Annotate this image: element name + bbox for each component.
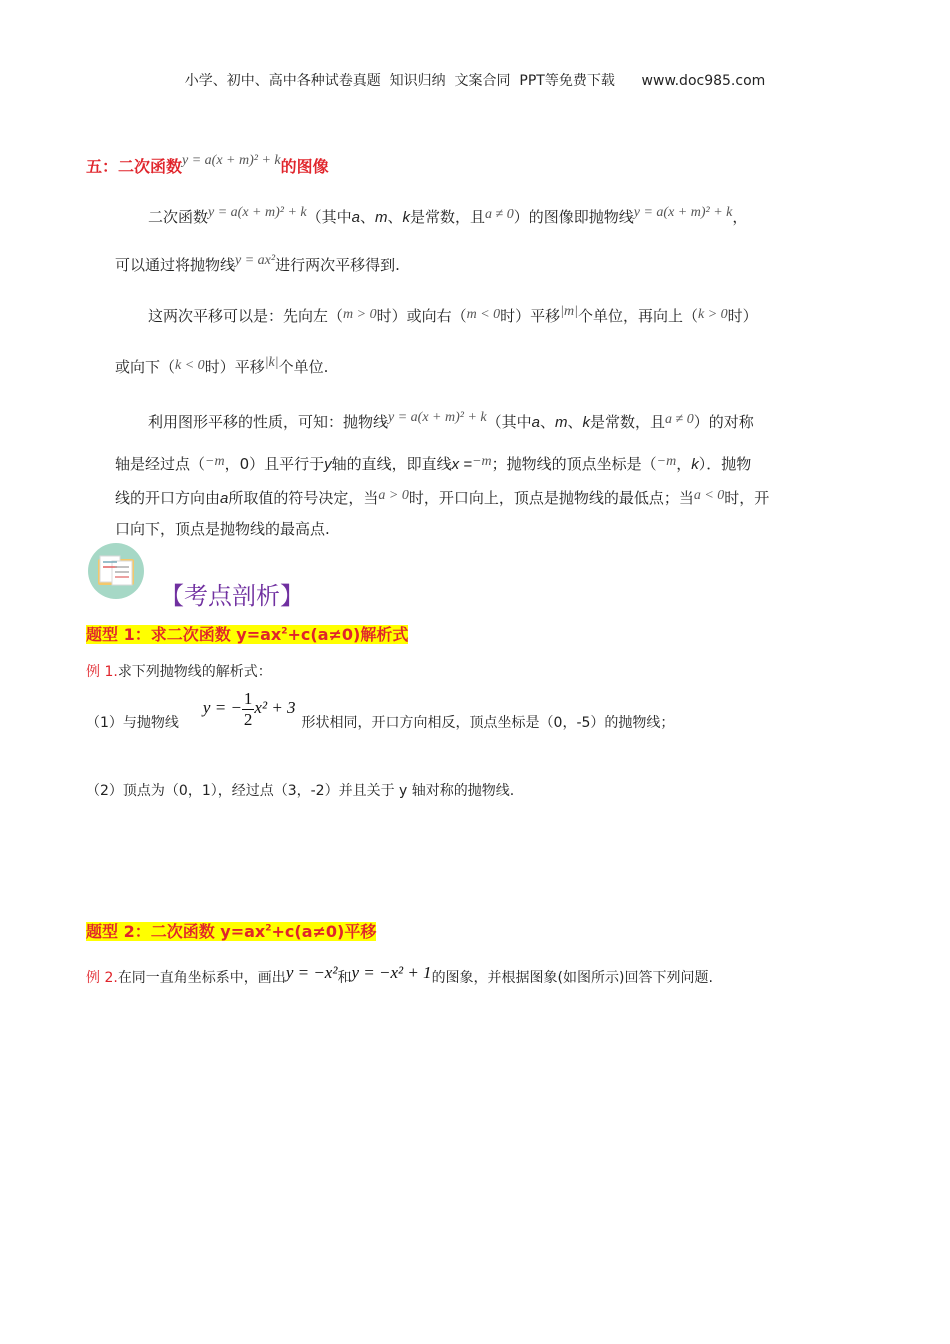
text: 线的开口方向由 <box>115 489 221 507</box>
superscript: 2 <box>265 924 272 934</box>
text: ）的图像即抛物线 <box>513 208 634 226</box>
var-a: a <box>220 490 229 507</box>
text: （其中 <box>486 413 532 431</box>
text: ， <box>732 208 748 226</box>
text: +c(a≠0)平移 <box>271 922 377 942</box>
text: 这两次平移可以是：先向左（ <box>148 307 344 325</box>
section-title-formula: y = a(x + m)² + k <box>182 153 281 168</box>
formula: k < 0 <box>175 358 205 373</box>
fraction <box>242 689 255 730</box>
formula: y = −x² <box>285 963 338 982</box>
var-y: y <box>324 456 332 473</box>
para1-line2 <box>115 254 400 278</box>
text: 、 <box>540 413 556 431</box>
example-label: 例 2. <box>86 970 118 986</box>
formula: −m <box>656 454 677 469</box>
var-a: a <box>351 209 360 226</box>
text: 个单位，再向上（ <box>577 307 698 325</box>
superscript: 2 <box>281 627 288 637</box>
var-k: k <box>691 456 699 473</box>
var-m: m <box>555 414 568 431</box>
text: 进行两次平移得到. <box>275 256 400 274</box>
var-k: k <box>402 209 411 226</box>
q1-formula <box>203 688 296 730</box>
formula: m > 0 <box>343 307 377 322</box>
example2 <box>86 963 713 989</box>
formula-part: x² + 3 <box>254 698 296 717</box>
text: 时）或向右（ <box>376 307 467 325</box>
para1-line1 <box>148 206 747 230</box>
text: 时）平移 <box>500 307 561 325</box>
notes-icon <box>88 543 144 599</box>
para3-line3 <box>115 487 769 511</box>
section-title-suffix: 的图像 <box>280 157 329 176</box>
text: 时，开口向上，顶点是抛物线的最低点；当 <box>408 489 694 507</box>
formula: m < 0 <box>466 307 501 322</box>
formula: a ≠ 0 <box>485 207 514 222</box>
formula: |m| <box>560 304 578 319</box>
type2-heading <box>86 918 376 943</box>
formula: |k| <box>264 355 279 370</box>
text: 、 <box>387 208 403 226</box>
text: 时）平移 <box>204 358 265 376</box>
text: 可以通过将抛物线 <box>115 256 236 274</box>
formula: k > 0 <box>698 307 728 322</box>
text: ）的对称 <box>693 413 754 431</box>
var-m: m <box>375 209 388 226</box>
text: 题型 1：求二次函数 y=ax <box>86 625 282 645</box>
text: 、 <box>567 413 583 431</box>
text: 所取值的符号决定，当 <box>228 489 379 507</box>
text: 的图象，并根据图象(如图所示)回答下列问题. <box>431 970 713 986</box>
text: 个单位. <box>278 358 329 376</box>
text: 或向下（ <box>115 358 176 376</box>
text: ， <box>676 455 692 473</box>
text: 是常数，且 <box>590 413 666 431</box>
text: ；抛物线的顶点坐标是（ <box>491 455 657 473</box>
text: ，0）且平行于 <box>224 455 325 473</box>
text: 轴的直线，即直线 <box>331 455 452 473</box>
example-label: 例 1. <box>86 664 118 680</box>
text: 求下列抛物线的解析式： <box>117 664 272 680</box>
text: 口向下，顶点是抛物线的最高点. <box>115 520 330 538</box>
text: 时，开 <box>724 489 770 507</box>
formula: y = ax² <box>235 253 276 268</box>
text: 利用图形平移的性质，可知：抛物线 <box>148 413 389 431</box>
example1-q1 <box>86 688 675 744</box>
text: 二次函数 <box>148 208 209 226</box>
text: +c(a≠0)解析式 <box>287 625 409 645</box>
text: 、 <box>360 208 376 226</box>
formula: y = a(x + m)² + k <box>208 205 307 220</box>
type1-heading <box>86 621 408 646</box>
formula: a ≠ 0 <box>665 412 694 427</box>
formula: −m <box>205 454 225 469</box>
formula: −m <box>472 454 492 469</box>
text: （其中 <box>306 208 352 226</box>
section-title <box>86 153 329 180</box>
text: 形状相同，开口方向相反，顶点坐标是（0，-5）的抛物线； <box>301 715 675 731</box>
text: ）．抛物 <box>698 455 752 473</box>
example1-intro <box>86 661 272 683</box>
para3-line2 <box>115 453 751 477</box>
denominator: 2 <box>243 709 253 729</box>
text: 轴是经过点（ <box>115 455 206 473</box>
var-x: x = <box>451 456 473 473</box>
formula: a < 0 <box>693 488 725 503</box>
formula-part: y = − <box>202 698 242 717</box>
formula: a > 0 <box>378 488 409 503</box>
numerator: 1 <box>243 688 253 708</box>
para3-line1 <box>148 411 754 435</box>
example1-q2: （2）顶点为（0，1），经过点（3，-2）并且关于 y 轴对称的抛物线. <box>86 783 515 799</box>
para2-line1 <box>148 305 758 329</box>
analysis-title: 【考点剖析】 <box>160 582 304 610</box>
formula: y = −x² + 1 <box>351 963 432 982</box>
para2-line2 <box>115 356 328 380</box>
text: 时） <box>727 307 758 325</box>
text: 在同一直角坐标系中，画出 <box>117 970 286 986</box>
section-title-prefix: 五：二次函数 <box>86 157 183 176</box>
formula: y = a(x + m)² + k <box>388 410 487 425</box>
text: 题型 2：二次函数 y=ax <box>86 922 266 942</box>
var-a: a <box>531 414 540 431</box>
formula: y = a(x + m)² + k <box>633 205 733 220</box>
var-k: k <box>582 414 591 431</box>
page-header: 小学、初中、高中各种试卷真题 知识归纳 文案合同 PPT等免费下载 www.doc985.com <box>184 73 766 89</box>
text: （1）与抛物线 <box>86 715 179 731</box>
text: 和 <box>337 970 352 986</box>
text: 是常数，且 <box>410 208 486 226</box>
para3-line4 <box>115 518 330 540</box>
